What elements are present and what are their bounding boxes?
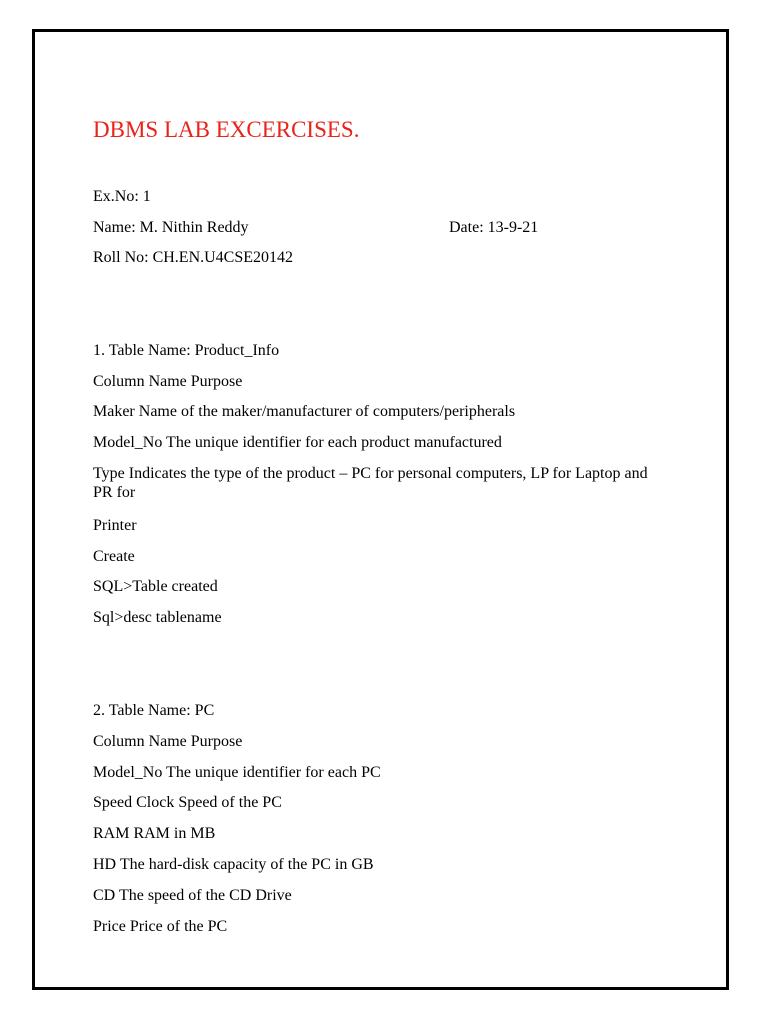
section2-heading: 2. Table Name: PC	[93, 702, 215, 719]
section1-line: Column Name Purpose	[93, 373, 243, 390]
section1-line: Create	[93, 548, 135, 565]
document-title: DBMS LAB EXCERCISES.	[93, 117, 360, 142]
section1-line: Printer	[93, 517, 137, 534]
ex-no: Ex.No: 1	[93, 188, 151, 205]
section2-line: CD The speed of the CD Drive	[93, 887, 292, 904]
section2-line: Speed Clock Speed of the PC	[93, 794, 282, 811]
section1-line: Maker Name of the maker/manufacturer of computers/peripherals	[93, 403, 516, 420]
section1-line: Model_No The unique identifier for each product manufactured	[93, 434, 502, 451]
page-border	[32, 29, 729, 990]
section1-line: Type Indicates the type of the product – PC for personal computers, LP for Laptop and PR for	[93, 465, 648, 501]
section2-line: Price Price of the PC	[93, 918, 228, 935]
section2-line: RAM RAM in MB	[93, 825, 216, 842]
student-name: Name: M. Nithin Reddy	[93, 219, 249, 236]
date: Date: 13-9-21	[449, 219, 539, 236]
section2-line: Column Name Purpose	[93, 733, 243, 750]
section1-line: Sql>desc tablename	[93, 609, 222, 626]
roll-no: Roll No: CH.EN.U4CSE20142	[93, 249, 294, 266]
section2-line: Model_No The unique identifier for each PC	[93, 764, 381, 781]
section1-line: SQL>Table created	[93, 578, 218, 595]
section1-heading: 1. Table Name: Product_Info	[93, 342, 280, 359]
section2-line: HD The hard-disk capacity of the PC in GB	[93, 856, 374, 873]
